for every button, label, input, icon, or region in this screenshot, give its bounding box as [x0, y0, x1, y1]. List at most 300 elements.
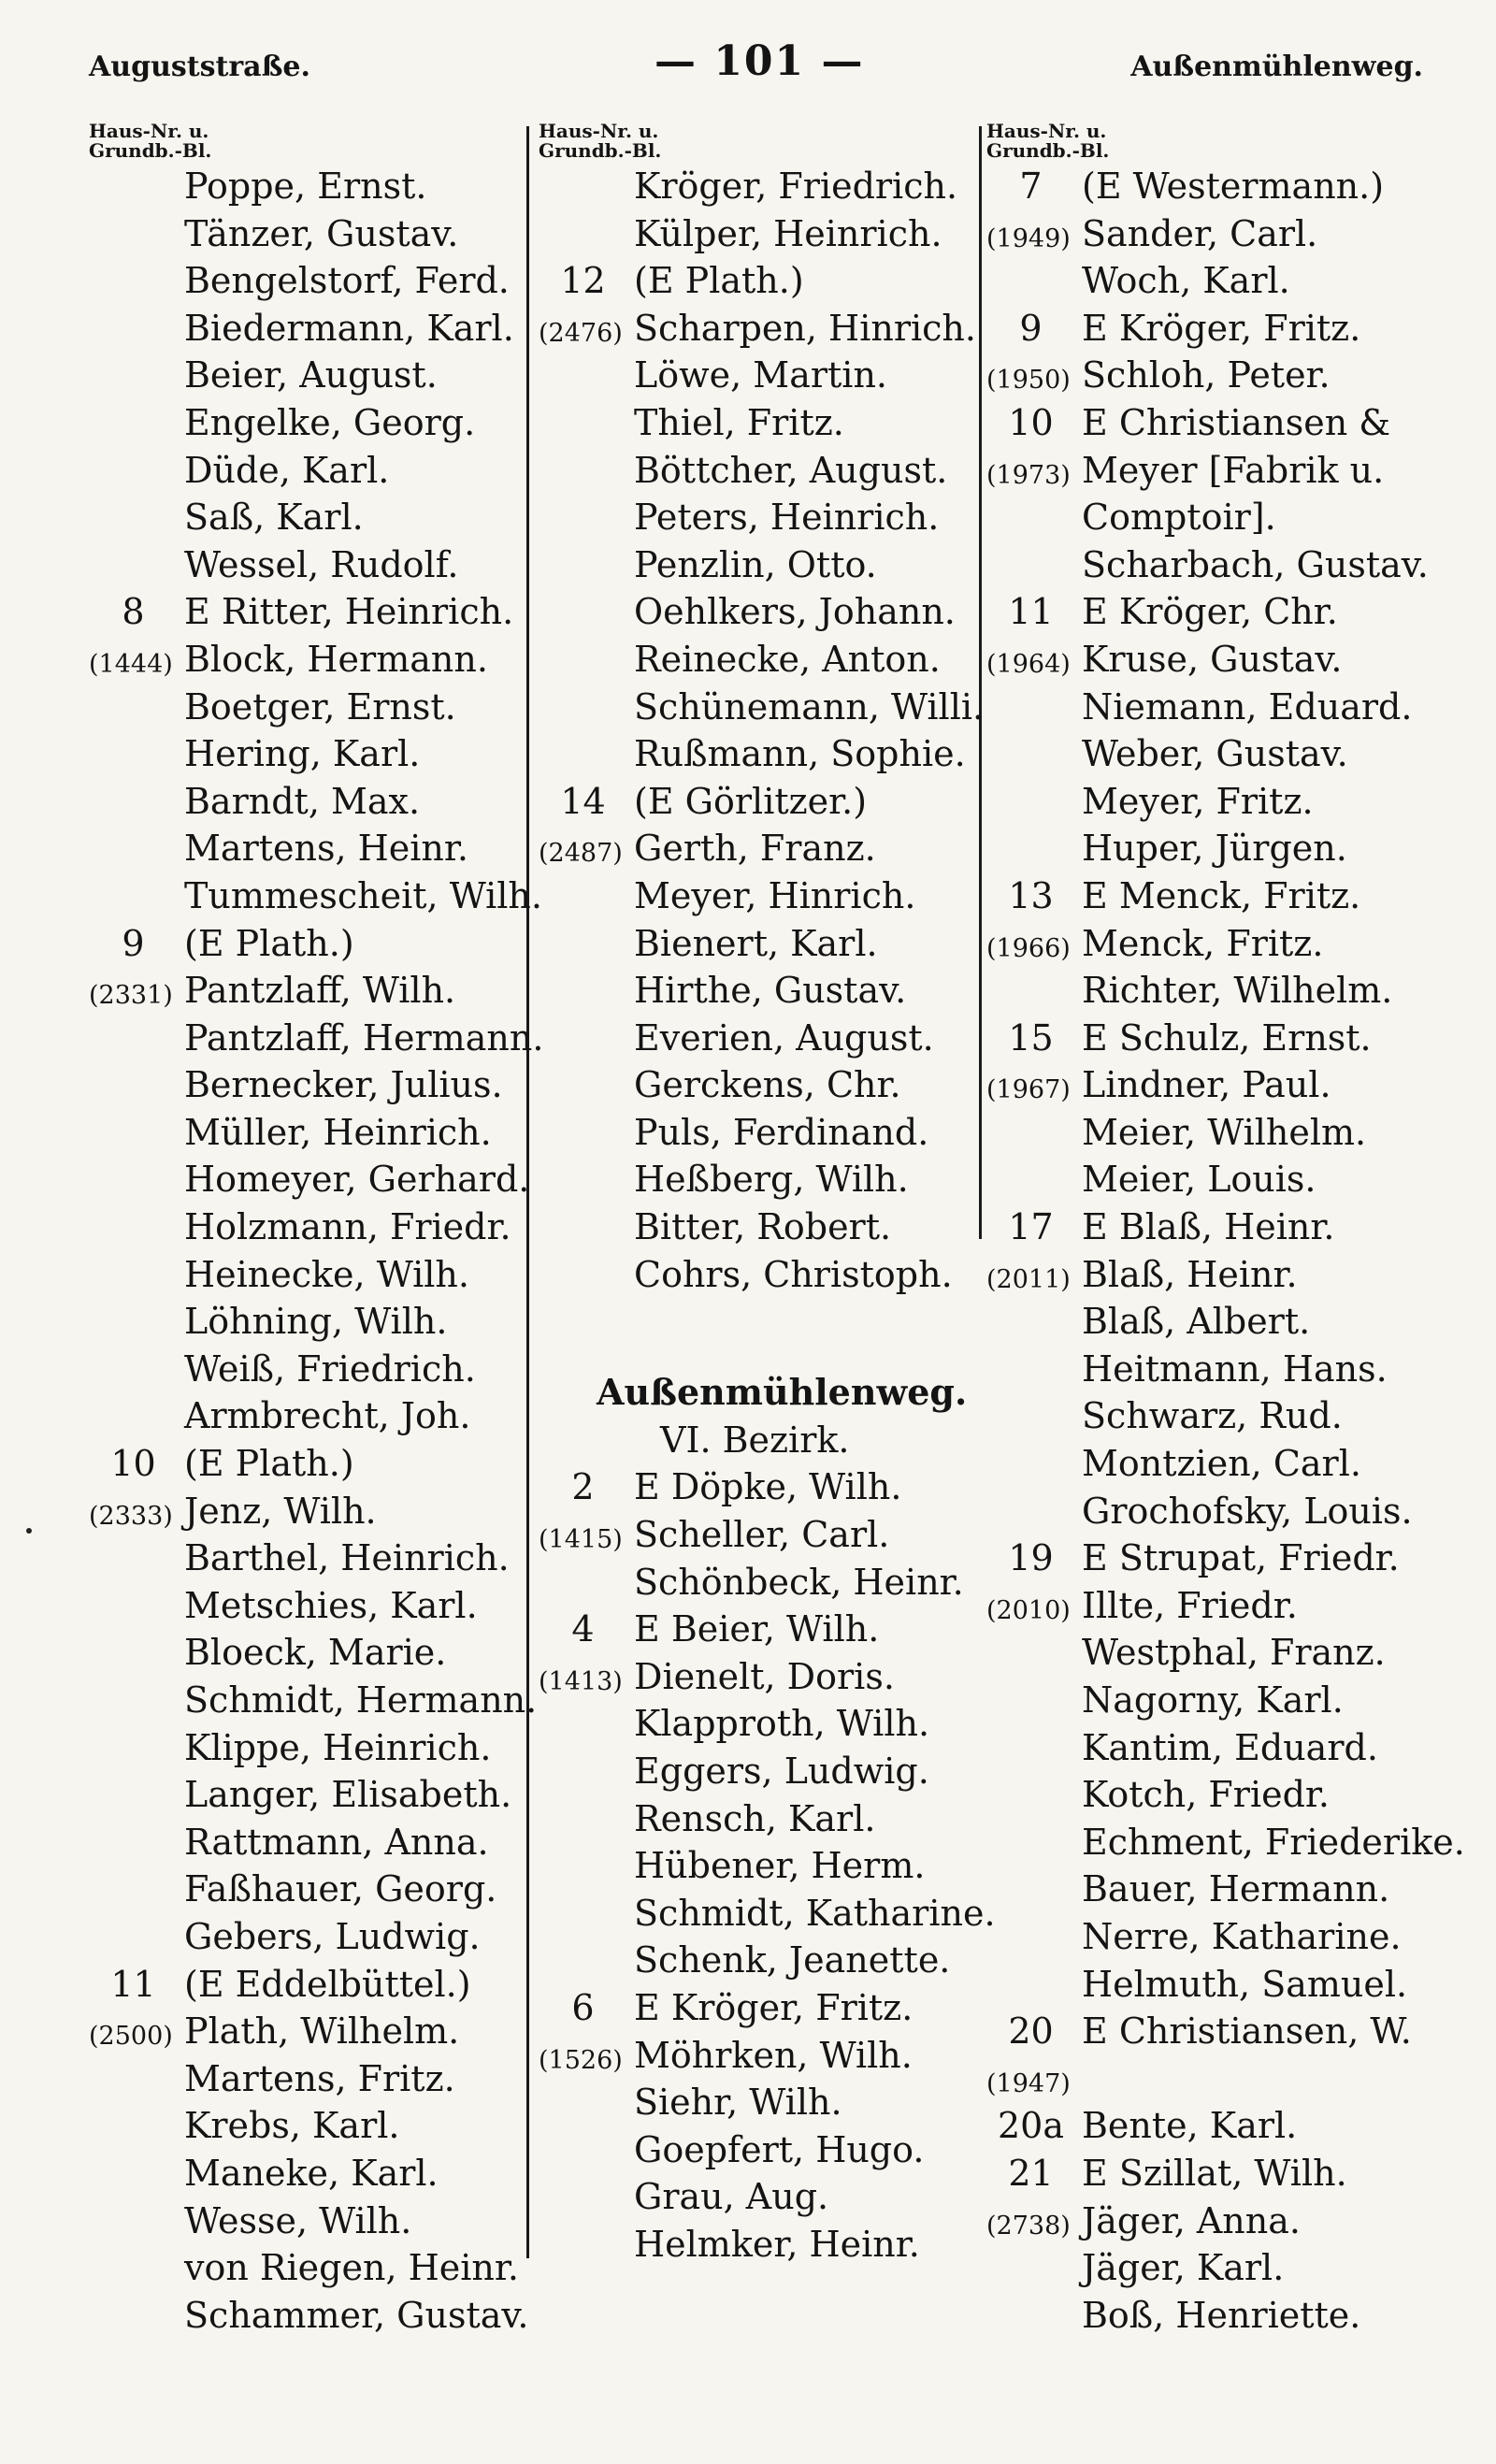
resident-name: E Christiansen, W. [1082, 2010, 1412, 2053]
resident-name: Hirthe, Gustav. [634, 970, 907, 1012]
house-number: 10 [1008, 401, 1054, 443]
list-item [539, 1842, 978, 1890]
entry-list [89, 163, 544, 2339]
land-register-number: (1949) [986, 223, 1071, 253]
house-number: 11 [110, 1963, 156, 2005]
land-register-number: (1973) [986, 460, 1071, 490]
list-item [539, 1156, 978, 1203]
list-item [986, 1061, 1426, 1109]
list-item [539, 163, 978, 210]
list-item [986, 2150, 1426, 2197]
list-item [986, 1913, 1426, 1961]
resident-name: Illte, Friedr. [1082, 1584, 1298, 1626]
house-number: 11 [1008, 591, 1054, 633]
resident-name: Löhning, Wilh. [184, 1301, 448, 1343]
house-number: 8 [122, 591, 145, 633]
resident-name: (E Eddelbüttel.) [184, 1963, 471, 2005]
column-header [89, 122, 528, 163]
house-number: 7 [1019, 166, 1043, 207]
column-header-line1: Haus-Nr. u. [986, 120, 1107, 142]
list-item [89, 1488, 528, 1535]
column-header-line2: Grundb.-Bl. [986, 139, 1110, 162]
resident-name: Dienelt, Doris. [634, 1655, 895, 1697]
resident-name: Cohrs, Christoph. [634, 1253, 953, 1295]
list-item [539, 541, 978, 589]
list-item [986, 494, 1426, 541]
resident-name: Engelke, Georg. [184, 401, 476, 443]
resident-name: Gerckens, Chr. [634, 1064, 901, 1106]
resident-name: Meier, Wilhelm. [1082, 1111, 1367, 1153]
resident-name: Klippe, Heinrich. [184, 1726, 492, 1768]
list-item [89, 825, 528, 872]
list-item [539, 730, 978, 778]
resident-name: Menck, Fritz. [1082, 922, 1324, 964]
resident-name: Bernecker, Julius. [184, 1064, 503, 1106]
house-number: 17 [1008, 1206, 1054, 1248]
column-2 [539, 120, 996, 2269]
list-item [539, 305, 978, 353]
resident-name: Puls, Ferdinand. [634, 1111, 929, 1153]
resident-name: Böttcher, August. [634, 449, 948, 491]
list-item [89, 1629, 528, 1677]
resident-name: (E Plath.) [634, 260, 804, 302]
list-item [986, 636, 1426, 684]
list-item [89, 1109, 528, 1157]
list-item [986, 352, 1426, 399]
resident-name: E Strupat, Friedr. [1082, 1537, 1400, 1579]
list-item [89, 1203, 528, 1251]
column-header-line2: Grundb.-Bl. [89, 139, 212, 162]
land-register-number: (2487) [539, 839, 623, 869]
page-header [0, 37, 1496, 94]
resident-name: Grochofsky, Louis. [1082, 1490, 1413, 1532]
resident-name: Meyer [Fabrik u. [1082, 449, 1385, 491]
list-item [986, 541, 1429, 589]
list-item [986, 257, 1426, 305]
resident-name: Pantzlaff, Hermann. [184, 1016, 544, 1059]
list-item [986, 730, 1426, 778]
list-item [986, 163, 1426, 210]
resident-name: Bitter, Robert. [634, 1206, 892, 1248]
land-register-number: (1413) [539, 1666, 623, 1696]
list-item [986, 2197, 1426, 2245]
resident-name: Boetger, Ernst. [184, 685, 456, 728]
list-item [986, 920, 1426, 968]
list-item [89, 2197, 528, 2245]
list-item [89, 1392, 528, 1440]
list-item [539, 1795, 978, 1843]
land-register-number: (1444) [89, 649, 173, 679]
list-item [89, 352, 528, 399]
resident-name: Scharpen, Hinrich. [634, 307, 976, 349]
resident-name: Goepfert, Hugo. [634, 2128, 925, 2170]
list-item [986, 1488, 1426, 1535]
page-number: — 101 — [654, 37, 865, 85]
resident-name: Jenz, Wilh. [184, 1490, 377, 1532]
list-item [89, 1677, 538, 1724]
resident-name: Meier, Louis. [1082, 1159, 1316, 1201]
print-speck [26, 1528, 32, 1534]
list-item [986, 2008, 1426, 2055]
column-1 [89, 120, 544, 2339]
resident-name: Bienert, Karl. [634, 922, 878, 964]
resident-name: Müller, Heinrich. [184, 1111, 492, 1153]
house-number: 2 [571, 1466, 595, 1508]
resident-name: E Szillat, Wilh. [1082, 2152, 1347, 2194]
resident-name: Tänzer, Gustav. [184, 212, 459, 254]
resident-name: Metschies, Karl. [184, 1584, 478, 1626]
house-number: 15 [1008, 1016, 1054, 1059]
list-item [539, 1653, 978, 1701]
resident-name: Bloeck, Marie. [184, 1632, 447, 1674]
list-item [986, 2102, 1426, 2150]
resident-name: Helmuth, Samuel. [1082, 1963, 1408, 2005]
list-item [986, 684, 1426, 731]
resident-name: Schloh, Peter. [1082, 354, 1331, 396]
resident-name: Westphal, Franz. [1082, 1632, 1386, 1674]
resident-name: Meyer, Fritz. [1082, 780, 1314, 822]
land-register-number: (2333) [89, 1501, 173, 1531]
land-register-number: (2010) [986, 1595, 1071, 1625]
resident-name: Eggers, Ludwig. [634, 1751, 929, 1792]
list-item [986, 1535, 1426, 1582]
resident-name: Richter, Wilhelm. [1082, 970, 1393, 1012]
list-item [89, 2102, 528, 2150]
resident-name: Sander, Carl. [1082, 212, 1318, 254]
resident-name: Barndt, Max. [184, 780, 421, 822]
list-item [986, 967, 1426, 1015]
resident-name: Schammer, Gustav. [184, 2294, 529, 2336]
running-head-left: Auguststraße. [89, 50, 310, 83]
house-number: 21 [1008, 2152, 1054, 2194]
resident-name: Pantzlaff, Wilh. [184, 970, 456, 1012]
resident-name: Schönbeck, Heinr. [634, 1561, 964, 1603]
resident-name: Blaß, Heinr. [1082, 1253, 1298, 1295]
list-item [539, 588, 978, 636]
list-item [986, 2244, 1426, 2292]
resident-name: Scheller, Carl. [634, 1514, 890, 1556]
resident-name: Meyer, Hinrich. [634, 874, 916, 916]
resident-name: Kotch, Friedr. [1082, 1774, 1330, 1816]
resident-name: E Ritter, Heinrich. [184, 591, 514, 633]
section-bezirk-row [539, 1417, 978, 1464]
list-item [89, 2150, 528, 2197]
land-register-number: (1947) [986, 2068, 1071, 2098]
resident-name: Bente, Karl. [1082, 2105, 1298, 2147]
resident-name: Penzlin, Otto. [634, 543, 877, 585]
list-item [89, 1298, 528, 1346]
resident-name: Kröger, Friedrich. [634, 166, 958, 207]
list-item [89, 541, 528, 589]
list-item [986, 1156, 1426, 1203]
house-number: 20a [997, 2105, 1064, 2147]
list-item [89, 730, 528, 778]
list-item [539, 1251, 978, 1299]
resident-name: Faßhauer, Georg. [184, 1868, 497, 1910]
list-item [89, 636, 528, 684]
list-item [986, 1203, 1426, 1251]
column-header-line2: Grundb.-Bl. [539, 139, 662, 162]
list-item [89, 1015, 544, 1062]
list-item [539, 399, 978, 447]
resident-name: Schmidt, Katharine. [634, 1892, 996, 1934]
resident-name: Weber, Gustav. [1082, 733, 1348, 775]
resident-name: Jäger, Karl. [1082, 2247, 1285, 2289]
land-register-number: (1964) [986, 649, 1071, 679]
list-item [89, 2292, 528, 2340]
resident-name: E Blaß, Heinr. [1082, 1206, 1335, 1248]
resident-name: Schwarz, Rud. [1082, 1395, 1343, 1437]
list-item [539, 636, 978, 684]
land-register-number: (2011) [986, 1264, 1071, 1294]
house-number: 12 [560, 260, 606, 302]
resident-name: Maneke, Karl. [184, 2152, 439, 2194]
resident-name: Oehlkers, Johann. [634, 591, 956, 633]
resident-name: Kantim, Eduard. [1082, 1726, 1378, 1768]
list-item [89, 1582, 528, 1630]
resident-name: Niemann, Eduard. [1082, 685, 1413, 728]
list-item [539, 494, 978, 541]
list-item [539, 1890, 996, 1938]
list-item [539, 825, 978, 872]
list-item [89, 210, 528, 258]
resident-name: Helmker, Heinr. [634, 2223, 920, 2265]
resident-name: Hübener, Herm. [634, 1845, 926, 1887]
resident-name: Heßberg, Wilh. [634, 1159, 909, 1201]
land-register-number: (2738) [986, 2211, 1071, 2241]
resident-name: Siehr, Wilh. [634, 2082, 842, 2124]
list-item [986, 1819, 1465, 1866]
list-item [986, 588, 1426, 636]
resident-name: Langer, Elisabeth. [184, 1774, 512, 1816]
resident-name: Woch, Karl. [1082, 260, 1290, 302]
list-item [539, 210, 978, 258]
list-item [986, 2292, 1426, 2340]
list-item [539, 1061, 978, 1109]
house-number: 20 [1008, 2010, 1054, 2053]
list-item [89, 1156, 528, 1203]
entry-list [539, 163, 985, 1298]
resident-name: Jäger, Anna. [1082, 2199, 1301, 2241]
house-number: 13 [1008, 874, 1054, 916]
resident-name: Bauer, Hermann. [1082, 1868, 1390, 1910]
list-item [539, 684, 985, 731]
list-item [986, 1961, 1426, 2009]
land-register-number: (1950) [986, 366, 1071, 396]
column-header-line1: Haus-Nr. u. [89, 120, 209, 142]
house-number: 4 [571, 1608, 595, 1650]
resident-name: Poppe, Ernst. [184, 166, 427, 207]
resident-name: (E Westermann.) [1082, 166, 1385, 207]
resident-name: Heinecke, Wilh. [184, 1253, 469, 1295]
resident-name: E Kröger, Chr. [1082, 591, 1338, 633]
resident-name: Huper, Jürgen. [1082, 828, 1347, 870]
list-item [986, 1251, 1426, 1299]
list-item [89, 163, 528, 210]
column-3 [986, 120, 1465, 2339]
resident-name: Hering, Karl. [184, 733, 421, 775]
resident-name: E Kröger, Fritz. [634, 1986, 913, 2028]
list-item [986, 1582, 1426, 1630]
house-number: 9 [122, 922, 145, 964]
resident-name: E Kröger, Fritz. [1082, 307, 1361, 349]
resident-name: Wesse, Wilh. [184, 2199, 412, 2241]
list-item [986, 1677, 1426, 1724]
resident-name: Düde, Karl. [184, 449, 390, 491]
list-item [539, 447, 978, 495]
house-number: 10 [110, 1443, 156, 1485]
entry-list [539, 1463, 996, 2268]
list-item [986, 210, 1426, 258]
resident-name: Schmidt, Hermann. [184, 1679, 538, 1721]
list-item [89, 1771, 528, 1819]
resident-name: Tummescheit, Wilh. [184, 874, 542, 916]
list-item [539, 257, 978, 305]
resident-name: Kruse, Gustav. [1082, 638, 1343, 680]
land-register-number: (2476) [539, 318, 623, 348]
list-item [986, 305, 1426, 353]
resident-name: Reinecke, Anton. [634, 638, 941, 680]
list-item [89, 872, 542, 920]
resident-name: E Beier, Wilh. [634, 1608, 880, 1650]
list-item [986, 1629, 1426, 1677]
list-item [89, 684, 528, 731]
list-item [986, 447, 1426, 495]
resident-name: Gebers, Ludwig. [184, 1915, 481, 1957]
resident-name: Blaß, Albert. [1082, 1301, 1311, 1343]
list-item [539, 1984, 978, 2032]
list-item [986, 778, 1426, 826]
resident-name: Nagorny, Karl. [1082, 1679, 1344, 1721]
resident-name: Saß, Karl. [184, 497, 364, 539]
district-label: VI. Bezirk. [660, 1419, 850, 1461]
resident-name: Nerre, Katharine. [1082, 1915, 1402, 1957]
resident-name: Heitmann, Hans. [1082, 1347, 1388, 1390]
list-item [539, 1748, 978, 1795]
list-item [539, 1203, 978, 1251]
list-item [539, 920, 978, 968]
resident-name: Külper, Heinrich. [634, 212, 942, 254]
resident-name: Klapproth, Wilh. [634, 1703, 930, 1745]
list-item [539, 1937, 978, 1984]
list-item [539, 352, 978, 399]
resident-name: Löwe, Martin. [634, 354, 887, 396]
resident-name: Everien, August. [634, 1016, 934, 1059]
list-item [986, 2055, 1426, 2103]
list-item [539, 1606, 978, 1653]
list-item [539, 1511, 978, 1559]
resident-name: Thiel, Fritz. [634, 401, 844, 443]
resident-name: E Schulz, Ernst. [1082, 1016, 1372, 1059]
list-item [89, 967, 528, 1015]
resident-name: Grau, Aug. [634, 2176, 829, 2218]
list-item [986, 872, 1426, 920]
resident-name: Martens, Heinr. [184, 828, 468, 870]
list-item [539, 2079, 978, 2126]
resident-name: Block, Hermann. [184, 638, 488, 680]
column-header [539, 122, 978, 163]
list-item [89, 1535, 528, 1582]
resident-name: Echment, Friederike. [1082, 1821, 1465, 1863]
list-item [539, 2032, 978, 2080]
resident-name: Schünemann, Willi. [634, 685, 985, 728]
resident-name: (E Plath.) [184, 1443, 354, 1485]
list-item [539, 872, 978, 920]
resident-name: Scharbach, Gustav. [1082, 543, 1429, 585]
list-item [89, 305, 528, 353]
section-title-row [539, 1369, 978, 1417]
list-item [986, 1771, 1426, 1819]
house-number: 9 [1019, 307, 1043, 349]
list-item [89, 447, 528, 495]
resident-name: Martens, Fritz. [184, 2057, 455, 2099]
list-item [89, 1819, 528, 1866]
resident-name: Boß, Henriette. [1082, 2294, 1361, 2336]
resident-name: Weiß, Friedrich. [184, 1347, 476, 1390]
list-item [89, 1913, 528, 1961]
resident-name: Rattmann, Anna. [184, 1821, 489, 1863]
resident-name: Lindner, Paul. [1082, 1064, 1331, 1106]
land-register-number: (2331) [89, 981, 173, 1011]
list-item [539, 2221, 978, 2269]
list-item [986, 399, 1426, 447]
list-item [89, 257, 528, 305]
resident-name: Biedermann, Karl. [184, 307, 514, 349]
list-item [986, 1440, 1426, 1488]
list-item [89, 778, 528, 826]
list-item [89, 1866, 528, 1913]
house-number: 19 [1008, 1537, 1054, 1579]
resident-name: (E Plath.) [184, 922, 354, 964]
resident-name: Comptoir]. [1082, 497, 1276, 539]
resident-name: Schenk, Jeanette. [634, 1939, 951, 1981]
list-item [539, 967, 978, 1015]
resident-name: Barthel, Heinrich. [184, 1537, 510, 1579]
list-item [89, 2008, 528, 2055]
list-item [986, 1346, 1426, 1393]
list-item [89, 1961, 528, 2009]
list-item [539, 1700, 978, 1748]
resident-name: Homeyer, Gerhard. [184, 1159, 530, 1201]
resident-name: (E Görlitzer.) [634, 780, 868, 822]
entry-list [986, 163, 1465, 2339]
list-item [539, 1559, 978, 1607]
list-item [89, 399, 528, 447]
resident-name: E Menck, Fritz. [1082, 874, 1361, 916]
list-item [539, 1109, 978, 1157]
resident-name: Montzien, Carl. [1082, 1443, 1361, 1485]
resident-name: Plath, Wilhelm. [184, 2010, 460, 2053]
resident-name: Beier, August. [184, 354, 438, 396]
list-item [89, 1346, 528, 1393]
land-register-number: (1966) [986, 933, 1071, 963]
list-item [89, 1724, 528, 1772]
column-header-line1: Haus-Nr. u. [539, 120, 659, 142]
list-item [539, 1463, 978, 1511]
column-header [986, 122, 1426, 163]
resident-name: Wessel, Rudolf. [184, 543, 459, 585]
list-item [89, 2244, 528, 2292]
list-item [986, 1015, 1426, 1062]
list-item [986, 1109, 1426, 1157]
list-item [89, 588, 528, 636]
list-item [89, 1440, 528, 1488]
house-number: 6 [571, 1986, 595, 2028]
house-number: 14 [560, 780, 606, 822]
list-item [89, 494, 528, 541]
land-register-number: (1967) [986, 1075, 1071, 1105]
list-item [539, 1015, 978, 1062]
